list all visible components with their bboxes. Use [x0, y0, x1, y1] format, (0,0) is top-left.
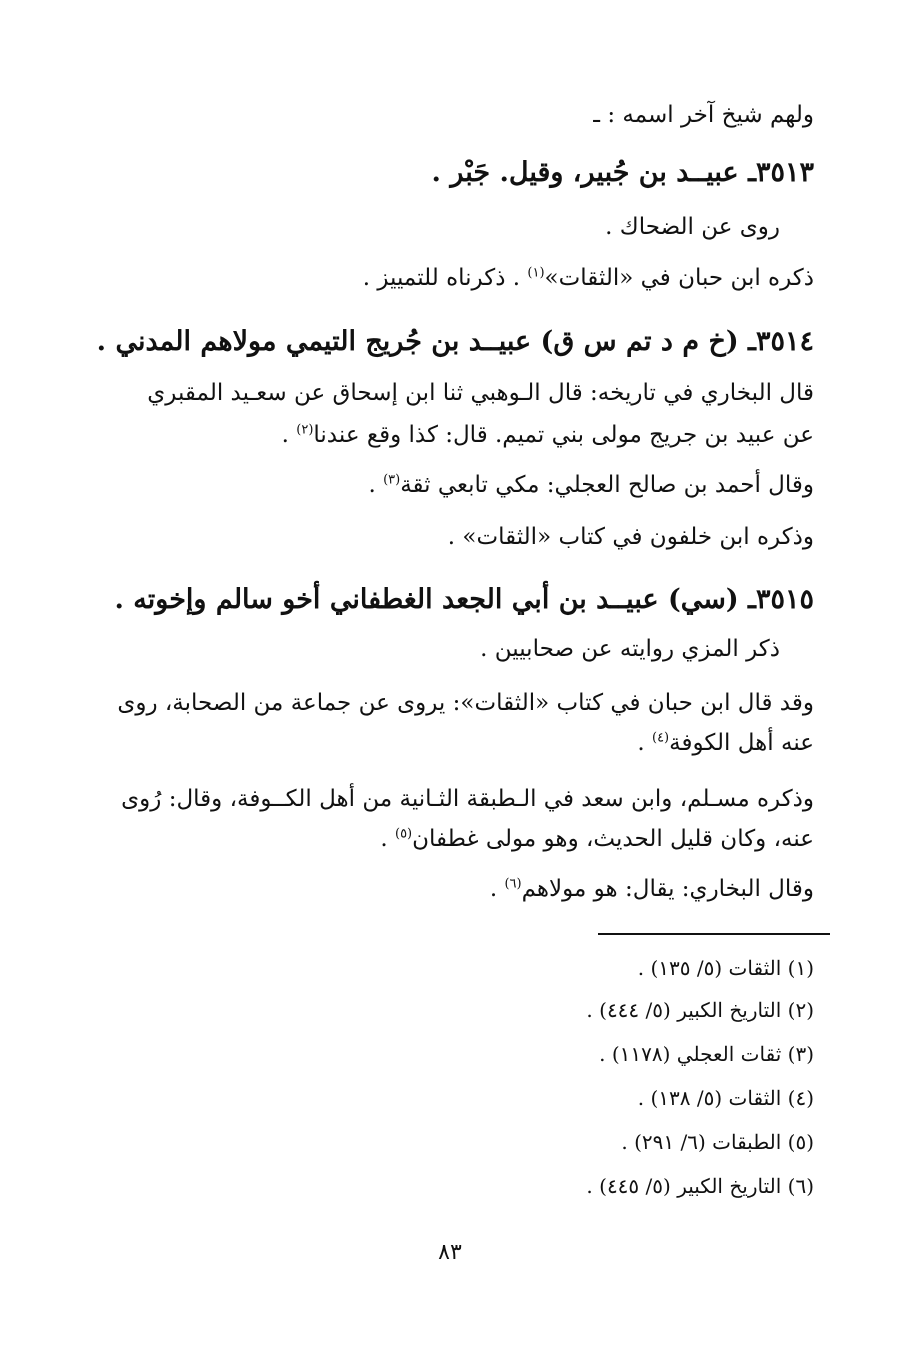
footnote-ref-5: (٥): [394, 826, 413, 842]
entry-3513-heading: ٣٥١٣ـ عبيــد بن جُبير، وقيل. جَبْر .: [431, 157, 814, 188]
entry-3514-text-2-body: عن عبيد بن جريج مولى بني تميم. قال: كذا وقع عندنا: [313, 422, 814, 448]
entry-3514-text-4: وذكره ابن خلفون في كتاب «الثقات» .: [447, 524, 814, 550]
entry-3515-text-5-end: .: [380, 826, 395, 852]
intro-line: ولهم شيخ آخر اسمه : ـ: [593, 102, 814, 128]
footnote-ref-3: (٣): [383, 472, 401, 488]
entry-3514-text-3-body: وقال أحمد بن صالح العجلي: مكي تابعي ثقة: [400, 472, 814, 498]
page-number: ٨٣: [438, 1240, 462, 1265]
entry-3514-heading: ٣٥١٤ـ (خ م د تم س ق) عبيــد بن جُريج التيمي مولاهم المدني .: [96, 326, 814, 357]
entry-3514-text-2: [282, 422, 814, 448]
entry-3515-text-4: وذكره مسـلم، وابن سعد في الـطبقة الثـانية من أهل الكــوفة، وقال: رُوى: [121, 786, 814, 812]
entry-3515-text-6-body: وقال البخاري: يقال: هو مولاهم: [521, 876, 814, 902]
entry-3513-text-2-end: . ذكرناه للتمييز .: [362, 265, 528, 291]
entry-3515-text-6: [490, 876, 814, 902]
entry-3515-text-3: [637, 730, 814, 756]
entry-3515-text-1: ذكر المزي روايته عن صحابيين .: [480, 636, 780, 662]
entry-3515-text-5: [380, 826, 814, 852]
entry-3513-text-2: [363, 265, 814, 291]
entry-3513-text-1: روى عن الضحاك .: [605, 214, 780, 240]
entry-3515-text-2: وقد قال ابن حبان في كتاب «الثقات»: يروى عن جماعة من الصحابة، روى: [117, 690, 814, 716]
footnote-ref-6: (٦): [504, 876, 522, 892]
footnote-2: (٢) التاريخ الكبير (٥/ ٤٤٤) .: [586, 998, 814, 1022]
entry-3513-text-2-body: ذكره ابن حبان في «الثقات»: [544, 265, 814, 291]
entry-3514-text-1: قال البخاري في تاريخه: قال الـوهبي ثنا ابن إسحاق عن سعـيد المقبري: [147, 380, 814, 406]
entry-3515-text-5-body: عنه، وكان قليل الحديث، وهو مولى غطفان: [412, 826, 814, 852]
entry-3515-text-6-end: .: [489, 876, 505, 902]
footnote-ref-1: (١): [527, 265, 545, 281]
footnote-separator: [598, 933, 830, 935]
footnote-1: (١) الثقات (٥/ ١٣٥) .: [637, 956, 814, 980]
entry-3514-text-2-end: .: [281, 422, 297, 448]
footnote-ref-2: (٢): [296, 422, 314, 438]
entry-3515-text-3-end: .: [637, 730, 652, 756]
footnote-5: (٥) الطبقات (٦/ ٢٩١) .: [621, 1130, 814, 1154]
entry-3514-text-3-end: .: [368, 472, 384, 498]
footnote-6: (٦) التاريخ الكبير (٥/ ٤٤٥) .: [586, 1174, 814, 1198]
entry-3515-text-3-body: عنه أهل الكوفة: [669, 730, 814, 756]
footnote-4: (٤) الثقات (٥/ ١٣٨) .: [637, 1086, 814, 1110]
entry-3515-heading: ٣٥١٥ـ (سي) عبيــد بن أبي الجعد الغطفاني أخو سالم وإخوته .: [114, 584, 814, 615]
footnote-3: (٣) ثقات العجلي (١١٧٨) .: [599, 1042, 814, 1066]
footnote-ref-4: (٤): [651, 730, 670, 746]
entry-3514-text-3: [368, 472, 814, 498]
